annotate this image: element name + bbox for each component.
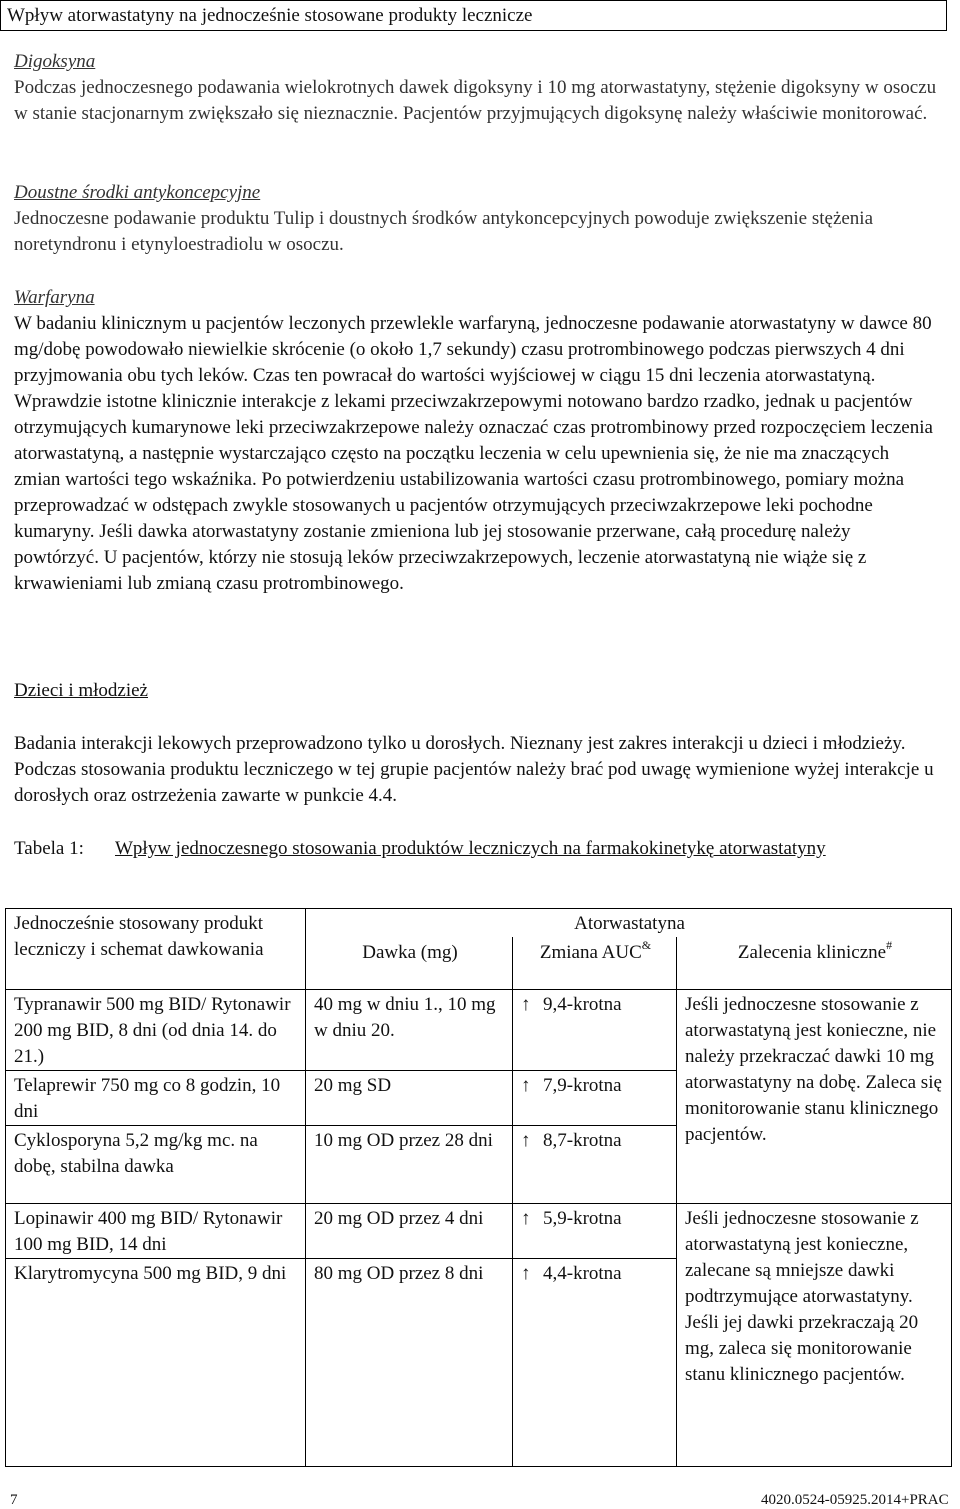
dose-cell-1: 20 mg SD [306, 1071, 513, 1126]
digoksyna-section [14, 49, 939, 127]
dose-cell-3: 20 mg OD przez 4 dni [306, 1204, 513, 1259]
col-group-header: Atorwastatyna [306, 909, 952, 938]
auc-superscript: & [641, 938, 652, 953]
auc-cell-1: ↑ 7,9-krotna [513, 1071, 677, 1126]
section-header: Wpływ atorwastatyny na jednocześnie stosowane produkty lecznicze [0, 0, 947, 31]
col-header-drug: Jednocześnie stosowany produkt leczniczy i schemat dawkowania [6, 909, 306, 990]
warfaryna-text: W badaniu klinicznym u pacjentów leczonych przewlekle warfaryną, jednoczesne podawanie atorwastatyny w dawce 80 mg/dobę powodowało niewielkie skrócenie (o około 1,7 sekundy) czasu protrombinowego podczas pierwszych 4 dni przyjmowania obu tych leków. Czas ten powracał do wartości wyjściowej w ciągu 15 dni leczenia atorwastatyną. Wprawdzie istotne klinicznie interakcje z lekami przeciwzakrzepowymi notowano bardzo rzadko, jednak u pacjentów otrzymujących kumarynowe leki przeciwzakrzepowe należy oznaczać czas protrombinowy przed rozpoczęciem leczenia atorwastatyną, a następnie wystarczająco często na początku leczenia w celu upewnienia się, że nie ma znaczących zmian wartości tego wskaźnika. Po potwierdzeniu ustabilizowania wartości czasu protrombinowego, pomiary można przeprowadzać w odstępach zwykle stosowanych u pacjentów otrzymujących przeciwzakrzepowe leki pochodne kumaryny. Jeśli dawka atorwastatyny zostanie zmieniona lub jej stosowanie przerwane, całą procedurę należy powtórzyć. U pacjentów, którzy nie stosują leków przeciwzakrzepowych, leczenie atorwastatyną nie wiąże się z krwawieniami lub zmianą czasu protrombinowego. [14, 313, 933, 594]
recommendation-cell-2: Jeśli jednoczesne stosowanie z atorwastatyną jest konieczne, zalecane są mniejsze dawki podtrzymujące atorwastatyny. Jeśli jej dawki przekraczają 20 mg, zaleca się monitorowanie stanu klinicznego pacjentów. [677, 1204, 952, 1467]
recommendation-cell-1: Jeśli jednoczesne stosowanie z atorwastatyną jest konieczne, nie należy przekraczać dawki 10 mg atorwastatyny na dobę. Zaleca się monitorowanie stanu klinicznego pacjentów. [677, 990, 952, 1204]
drug-cell-4: Klarytromycyna 500 mg BID, 9 dni [6, 1259, 306, 1467]
arrow-up-icon: ↑ [521, 994, 531, 1015]
col-header-recommendation: Zalecenia kliniczne# [677, 937, 952, 989]
drug-cell-3: Lopinawir 400 mg BID/ Rytonawir 100 mg BID, 14 dni [6, 1204, 306, 1259]
arrow-up-icon: ↑ [521, 1263, 531, 1284]
dzieci-heading: Dzieci i młodzież [14, 680, 148, 701]
antykoncepcja-text: Jednoczesne podawanie produktu Tulip i doustnych środków antykoncepcyjnych powoduje zwiększenie stężenia noretyndronu i etynyloestradiolu w osoczu. [14, 208, 874, 255]
table-title: Wpływ jednoczesnego stosowania produktów leczniczych na farmakokinetykę atorwastatyny [115, 838, 826, 859]
dose-cell-2: 10 mg OD przez 28 dni [306, 1126, 513, 1204]
col-header-auc: Zmiana AUC& [513, 937, 677, 989]
dzieci-text: Badania interakcji lekowych przeprowadzono tylko u dorosłych. Nieznany jest zakres interakcji u dzieci i młodzieży. Podczas stosowania produktu leczniczego w tej grupie pacjentów należy brać pod uwagę wymienione wyżej interakcje u dorosłych oraz ostrzeżenia zawarte w punkcie 4.4. [14, 733, 934, 806]
auc-cell-2: ↑ 8,7-krotna [513, 1126, 677, 1204]
auc-cell-3: ↑ 5,9-krotna [513, 1204, 677, 1259]
document-code: 4020.0524-05925.2014+PRAC [761, 1492, 949, 1508]
arrow-up-icon: ↑ [521, 1208, 531, 1229]
auc-cell-0: ↑ 9,4-krotna [513, 990, 677, 1071]
warfaryna-heading: Warfaryna [14, 287, 95, 308]
table-label: Tabela 1: [14, 838, 84, 859]
auc-cell-4: ↑ 4,4-krotna [513, 1259, 677, 1467]
drug-cell-1: Telaprewir 750 mg co 8 godzin, 10 dni [6, 1071, 306, 1126]
digoksyna-text: Podczas jednoczesnego podawania wielokrotnych dawek digoksyny i 10 mg atorwastatyny, stężenie digoksyny w osoczu w stanie stacjonarnym zwiększało się nieznacznie. Pacjentów przyjmujących digoksynę należy właściwie monitorować. [14, 77, 937, 124]
drug-cell-0: Typranawir 500 mg BID/ Rytonawir 200 mg BID, 8 dni (od dnia 14. do 21.) [6, 990, 306, 1071]
rec-superscript: # [886, 938, 893, 953]
digoksyna-heading: Digoksyna [14, 51, 96, 72]
antykoncepcja-section [14, 180, 939, 258]
warfaryna-section [14, 285, 939, 597]
col-header-dose: Dawka (mg) [306, 937, 513, 989]
antykoncepcja-heading: Doustne środki antykoncepcyjne [14, 182, 261, 203]
arrow-up-icon: ↑ [521, 1075, 531, 1096]
arrow-up-icon: ↑ [521, 1130, 531, 1151]
dzieci-section [14, 731, 939, 809]
page-number: 7 [10, 1492, 18, 1508]
dose-cell-4: 80 mg OD przez 8 dni [306, 1259, 513, 1467]
dose-cell-0: 40 mg w dniu 1., 10 mg w dniu 20. [306, 990, 513, 1071]
interaction-table [5, 908, 952, 1467]
dzieci-heading-block [14, 678, 939, 704]
drug-cell-2: Cyklosporyna 5,2 mg/kg mc. na dobę, stabilna dawka [6, 1126, 306, 1204]
